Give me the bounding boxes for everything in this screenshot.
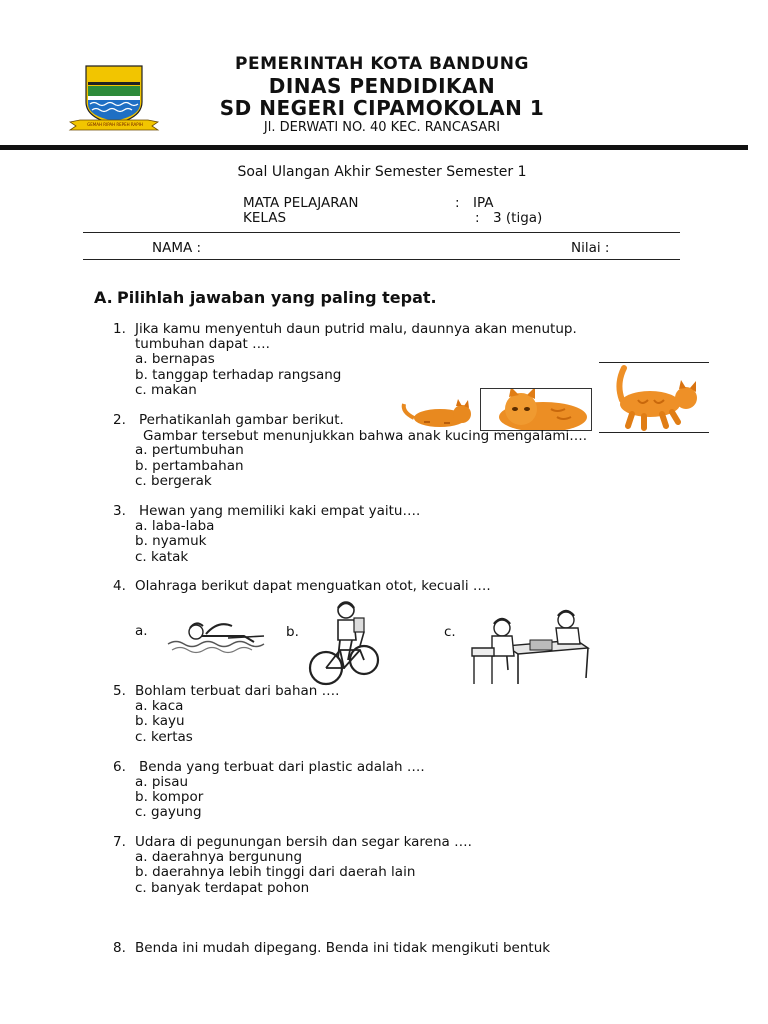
question-7-option-b: b. daerahnya lebih tinggi dari daerah lain bbox=[135, 864, 416, 880]
department-heading: DINAS PENDIDIKAN bbox=[268, 74, 496, 98]
exam-title: Soal Ulangan Akhir Semester Semester 1 bbox=[237, 164, 527, 180]
question-4-option-c: c. bbox=[444, 624, 456, 640]
class-label: KELAS bbox=[243, 210, 287, 226]
question-7-option-a: a. daerahnya bergunung bbox=[135, 849, 303, 865]
kitten-frame-bottom-line bbox=[599, 432, 709, 433]
question-6-option-a: a. pisau bbox=[135, 774, 189, 790]
name-row-top-line bbox=[83, 232, 680, 233]
swimming-image bbox=[166, 614, 270, 658]
question-5-number: 5. bbox=[113, 683, 126, 699]
question-2-option-b: b. pertambahan bbox=[135, 458, 244, 474]
question-2-number: 2. bbox=[113, 412, 126, 428]
question-8-number: 8. bbox=[113, 940, 126, 956]
name-row-bottom-line bbox=[83, 259, 680, 260]
question-6-option-b: b. kompor bbox=[135, 789, 204, 805]
question-2-text: Perhatikanlah gambar berikut. bbox=[139, 412, 344, 428]
question-1-option-a: a. bernapas bbox=[135, 351, 215, 367]
question-1-option-b: b. tanggap terhadap rangsang bbox=[135, 367, 342, 383]
question-2-option-c: c. bergerak bbox=[135, 473, 212, 489]
kitten-small-image bbox=[398, 392, 480, 430]
section-letter: A. bbox=[94, 288, 113, 307]
question-7-text: Udara di pegunungan bersih dan segar karena …. bbox=[135, 834, 472, 850]
section-title: Pilihlah jawaban yang paling tepat. bbox=[117, 288, 437, 307]
question-3-option-a: a. laba-laba bbox=[135, 518, 215, 534]
subject-label: MATA PELAJARAN bbox=[243, 195, 359, 211]
school-address: Jl. DERWATI NO. 40 KEC. RANCASARI bbox=[263, 120, 501, 135]
question-4-option-b: b. bbox=[286, 624, 299, 640]
subject-value: IPA bbox=[473, 195, 494, 211]
chess-image bbox=[466, 604, 592, 688]
cycling-image bbox=[308, 600, 380, 690]
question-4-number: 4. bbox=[113, 578, 126, 594]
question-5-option-b: b. kayu bbox=[135, 713, 185, 729]
question-5-text: Bohlam terbuat dari bahan …. bbox=[135, 683, 340, 699]
class-value: 3 (tiga) bbox=[493, 210, 543, 226]
question-4-option-a: a. bbox=[135, 623, 148, 639]
kitten-walking-image bbox=[598, 364, 709, 432]
name-label: NAMA : bbox=[152, 240, 202, 256]
question-5-option-a: a. kaca bbox=[135, 698, 184, 714]
question-8-text: Benda ini mudah dipegang. Benda ini tidak mengikuti bentuk bbox=[135, 940, 551, 956]
question-4-text: Olahraga berikut dapat menguatkan otot, kecuali …. bbox=[135, 578, 491, 594]
question-6-number: 6. bbox=[113, 759, 126, 775]
question-1-option-c: c. makan bbox=[135, 382, 197, 398]
question-3-text: Hewan yang memiliki kaki empat yaitu…. bbox=[139, 503, 421, 519]
question-7-number: 7. bbox=[113, 834, 126, 850]
question-5-option-c: c. kertas bbox=[135, 729, 193, 745]
question-6-text: Benda yang terbuat dari plastic adalah …. bbox=[139, 759, 425, 775]
subject-separator: : bbox=[455, 195, 460, 211]
question-3-option-b: b. nyamuk bbox=[135, 533, 207, 549]
score-label: Nilai : bbox=[571, 240, 610, 256]
question-1-text-cont: tumbuhan dapat …. bbox=[135, 336, 270, 352]
government-heading: PEMERINTAH KOTA BANDUNG bbox=[235, 54, 529, 74]
kitten-frame-line bbox=[599, 362, 709, 363]
question-2-option-a: a. pertumbuhan bbox=[135, 442, 244, 458]
logo-banner-text: GEMAH RIPAH REPEH RAPIH bbox=[87, 122, 143, 127]
question-7-option-c: c. banyak terdapat pohon bbox=[135, 880, 310, 896]
question-3-option-c: c. katak bbox=[135, 549, 189, 565]
question-6-option-c: c. gayung bbox=[135, 804, 202, 820]
question-1-text: Jika kamu menyentuh daun putrid malu, daunnya akan menutup. bbox=[135, 321, 577, 337]
question-1-number: 1. bbox=[113, 321, 126, 337]
question-3-number: 3. bbox=[113, 503, 126, 519]
school-name: SD NEGERI CIPAMOKOLAN 1 bbox=[219, 96, 545, 120]
header-divider bbox=[0, 145, 748, 150]
question-2-text-cont: Gambar tersebut menunjukkan bahwa anak kucing mengalami…. bbox=[143, 428, 588, 444]
class-separator: : bbox=[475, 210, 480, 226]
kitten-lying-image bbox=[480, 388, 592, 431]
